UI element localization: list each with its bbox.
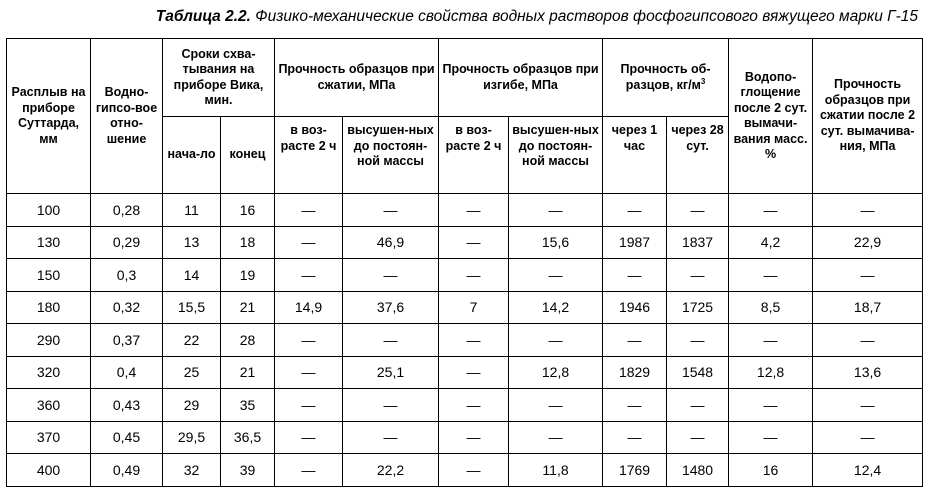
- table-cell: —: [667, 389, 729, 422]
- table-cell: 0,45: [91, 421, 163, 454]
- table-cell: 1987: [603, 226, 667, 259]
- caption-prefix: Таблица 2.2.: [155, 8, 251, 25]
- header-sroki: Сроки схва-тывания на приборе Вика, мин.: [163, 39, 275, 117]
- table-cell: —: [729, 389, 813, 422]
- table-cell: 1946: [603, 291, 667, 324]
- table-caption: [0, 0, 918, 36]
- table-cell: 0,43: [91, 389, 163, 422]
- table-cell: —: [343, 324, 439, 357]
- table-cell: 25,1: [343, 356, 439, 389]
- table-cell: —: [729, 194, 813, 227]
- table-cell: 22,9: [813, 226, 923, 259]
- table-cell: 28: [221, 324, 275, 357]
- table-cell: —: [603, 421, 667, 454]
- table-row: [7, 454, 923, 487]
- table-cell: 0,32: [91, 291, 163, 324]
- table-cell: 100: [7, 194, 91, 227]
- table-cell: —: [729, 324, 813, 357]
- table-cell: —: [343, 259, 439, 292]
- table-cell: —: [275, 194, 343, 227]
- header-vysushen-izgib: высушен-ных до постоян-ной массы: [509, 117, 603, 194]
- table-cell: —: [603, 324, 667, 357]
- table-cell: 1837: [667, 226, 729, 259]
- table-cell: —: [667, 259, 729, 292]
- table-cell: 370: [7, 421, 91, 454]
- header-konec: конец: [221, 117, 275, 194]
- table-cell: 0,49: [91, 454, 163, 487]
- table-cell: 12,8: [729, 356, 813, 389]
- table-cell: —: [439, 194, 509, 227]
- table-cell: —: [813, 324, 923, 357]
- table-body: [7, 194, 923, 487]
- table-cell: 0,28: [91, 194, 163, 227]
- header-rasplyv: Расплыв на приборе Суттарда, мм: [7, 39, 91, 194]
- table-cell: 18,7: [813, 291, 923, 324]
- properties-table: [6, 38, 923, 487]
- table-cell: 1725: [667, 291, 729, 324]
- table-cell: —: [509, 194, 603, 227]
- table-cell: 13,6: [813, 356, 923, 389]
- header-nachalo: нача-ло: [163, 117, 221, 194]
- table-cell: —: [603, 194, 667, 227]
- table-cell: —: [813, 389, 923, 422]
- table-cell: —: [509, 324, 603, 357]
- header-vozraste-szhatie: в воз-расте 2 ч: [275, 117, 343, 194]
- table-cell: 22,2: [343, 454, 439, 487]
- table-row: [7, 226, 923, 259]
- table-cell: 1480: [667, 454, 729, 487]
- table-cell: 400: [7, 454, 91, 487]
- table-cell: —: [439, 421, 509, 454]
- header-vysushen-szhatie: высушен-ных до постоян-ной массы: [343, 117, 439, 194]
- header-prochnost-szhatie: Прочность образцов при сжатии, МПа: [275, 39, 439, 117]
- table-cell: —: [275, 356, 343, 389]
- table-cell: 11,8: [509, 454, 603, 487]
- table-cell: —: [813, 421, 923, 454]
- table-cell: 19: [221, 259, 275, 292]
- header-cherez-28-sut: через 28 сут.: [667, 117, 729, 194]
- table-cell: 8,5: [729, 291, 813, 324]
- table-cell: —: [275, 226, 343, 259]
- table-cell: —: [667, 421, 729, 454]
- table-cell: —: [439, 454, 509, 487]
- table-cell: 39: [221, 454, 275, 487]
- table-cell: 12,8: [509, 356, 603, 389]
- header-vodopogloshenie: Водопо-глощение после 2 сут. вымачи-вания масс. %: [729, 39, 813, 194]
- table-cell: 0,4: [91, 356, 163, 389]
- table-cell: 22: [163, 324, 221, 357]
- header-prochnost-izgib: Прочность образцов при изгибе, МПа: [439, 39, 603, 117]
- table-cell: 36,5: [221, 421, 275, 454]
- table-cell: —: [509, 389, 603, 422]
- table-cell: —: [343, 421, 439, 454]
- table-cell: —: [275, 259, 343, 292]
- table-cell: —: [275, 421, 343, 454]
- table-cell: 13: [163, 226, 221, 259]
- table-cell: —: [439, 389, 509, 422]
- table-cell: 1548: [667, 356, 729, 389]
- table-cell: 290: [7, 324, 91, 357]
- table-cell: —: [667, 194, 729, 227]
- table-cell: 180: [7, 291, 91, 324]
- table-cell: 1769: [603, 454, 667, 487]
- table-cell: 29,5: [163, 421, 221, 454]
- table-cell: 150: [7, 259, 91, 292]
- table-cell: 18: [221, 226, 275, 259]
- table-cell: —: [439, 259, 509, 292]
- table-cell: —: [603, 389, 667, 422]
- table-cell: —: [667, 324, 729, 357]
- table-row: [7, 194, 923, 227]
- table-cell: 14,9: [275, 291, 343, 324]
- table-cell: 360: [7, 389, 91, 422]
- table-cell: 46,9: [343, 226, 439, 259]
- table-cell: —: [275, 389, 343, 422]
- table-cell: —: [439, 324, 509, 357]
- table-cell: 15,5: [163, 291, 221, 324]
- table-cell: 14: [163, 259, 221, 292]
- table-row: [7, 324, 923, 357]
- table-cell: —: [343, 194, 439, 227]
- table-cell: —: [275, 454, 343, 487]
- table-cell: —: [603, 259, 667, 292]
- table-cell: —: [343, 389, 439, 422]
- table-cell: 12,4: [813, 454, 923, 487]
- table-header: [7, 39, 923, 194]
- table-row: [7, 356, 923, 389]
- table-cell: 21: [221, 356, 275, 389]
- header-prochnost-obrazcov-text: Прочность об-разцов, кг/м: [620, 62, 711, 92]
- table-cell: 1829: [603, 356, 667, 389]
- table-cell: 4,2: [729, 226, 813, 259]
- table-cell: 14,2: [509, 291, 603, 324]
- table-cell: —: [439, 226, 509, 259]
- table-row: [7, 421, 923, 454]
- table-cell: 16: [221, 194, 275, 227]
- table-cell: —: [509, 421, 603, 454]
- table-cell: 130: [7, 226, 91, 259]
- header-vodno-gipsovoe: Водно-гипсо-вое отно-шение: [91, 39, 163, 194]
- header-prochnost-posle: Прочность образцов при сжатии после 2 сут. вымачива-ния, МПа: [813, 39, 923, 194]
- table-cell: 11: [163, 194, 221, 227]
- table-cell: —: [813, 259, 923, 292]
- table-cell: 320: [7, 356, 91, 389]
- table-row: [7, 259, 923, 292]
- table-cell: 29: [163, 389, 221, 422]
- table-cell: —: [439, 356, 509, 389]
- table-cell: 35: [221, 389, 275, 422]
- table-cell: 37,6: [343, 291, 439, 324]
- table-cell: 0,3: [91, 259, 163, 292]
- table-cell: 0,29: [91, 226, 163, 259]
- table-cell: 32: [163, 454, 221, 487]
- table-cell: —: [729, 421, 813, 454]
- header-prochnost-obrazcov: [603, 39, 729, 117]
- table-row: [7, 291, 923, 324]
- table-cell: 0,37: [91, 324, 163, 357]
- header-superscript: 3: [700, 76, 706, 86]
- table-cell: —: [275, 324, 343, 357]
- table-cell: 15,6: [509, 226, 603, 259]
- caption-text: Физико-механические свойства водных растворов фосфогипсового вяжущего марки Г-15: [255, 8, 918, 25]
- table-cell: —: [729, 259, 813, 292]
- table-row: [7, 389, 923, 422]
- header-cherez-1-chas: через 1 час: [603, 117, 667, 194]
- header-vozraste-izgib: в воз-расте 2 ч: [439, 117, 509, 194]
- table-cell: —: [509, 259, 603, 292]
- table-cell: 25: [163, 356, 221, 389]
- table-cell: 7: [439, 291, 509, 324]
- table-cell: 16: [729, 454, 813, 487]
- table-cell: —: [813, 194, 923, 227]
- table-cell: 21: [221, 291, 275, 324]
